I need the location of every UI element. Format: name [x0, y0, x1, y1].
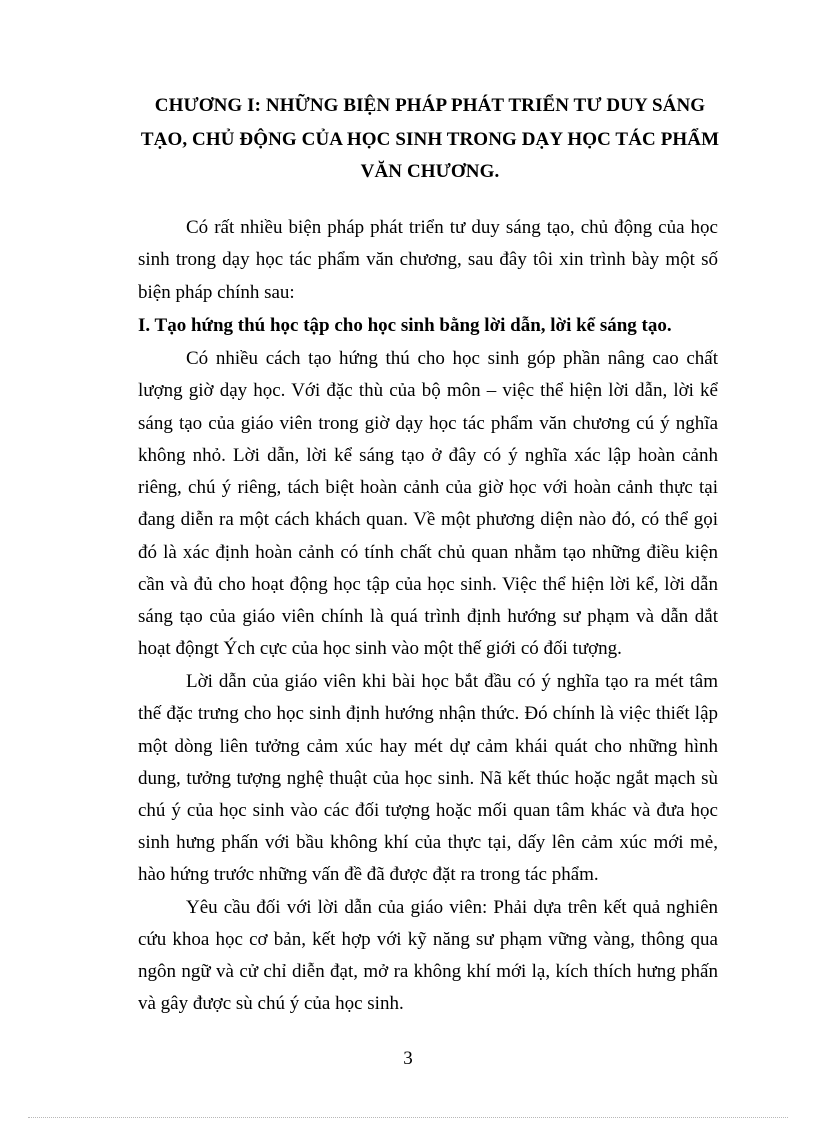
paragraph-2-line: dung, tưởng tượng nghệ thuật của học sinh. Nã kết thúc hoặc ngắt mạch sù [138, 768, 718, 789]
intro-line: Có rất nhiều biện pháp phát triển tư duy sáng tạo, chủ động của học [186, 217, 718, 238]
paragraph-2-line: Lời dẫn của giáo viên khi bài học bắt đầu có ý nghĩa tạo ra mét tâm [186, 671, 718, 692]
footer-divider [28, 1117, 788, 1118]
paragraph-2-line: thế đặc trưng cho học sinh định hướng nhận thức. Đó chính là việc thiết lập [138, 703, 718, 724]
chapter-title-line-2: TẠO, CHỦ ĐỘNG CỦA HỌC SINH TRONG DẠY HỌC TÁC PHẨM [140, 129, 720, 150]
paragraph-1-line: Có nhiều cách tạo hứng thú cho học sinh góp phần nâng cao chất [186, 348, 718, 369]
section-heading: I. Tạo hứng thú học tập cho học sinh bằng lời dẫn, lời kể sáng tạo. [138, 315, 672, 336]
paragraph-1-line: sáng tạo của giáo viên trong giờ dạy học tác phẩm văn chương cú ý nghĩa [138, 413, 718, 434]
paragraph-1-line: lượng giờ dạy học. Với đặc thù của bộ môn – việc thể hiện lời dẫn, lời kể [138, 380, 718, 401]
intro-line: biện pháp chính sau: [138, 282, 295, 303]
paragraph-1-line: hoạt độngt Ých cực của học sinh vào một thế giới có đối tượng. [138, 638, 622, 659]
paragraph-1-line: riêng, chú ý riêng, tách biệt hoàn cảnh của giờ học với hoàn cảnh thực tại [138, 477, 718, 498]
chapter-title-line-1: CHƯƠNG I: NHỮNG BIỆN PHÁP PHÁT TRIỂN TƯ DUY SÁNG [154, 95, 706, 116]
paragraph-2-line: chú ý của học sinh vào các đối tượng hoặc mối quan tâm khác và đưa học [138, 800, 718, 821]
paragraph-1-line: đang diễn ra một cách khách quan. Về một phương diện nào đó, có thể gọi [138, 509, 718, 530]
paragraph-2-line: hào hứng trước những vấn đề đã được đặt ra trong tác phẩm. [138, 864, 599, 885]
chapter-title-line-3: VĂN CHƯƠNG. [360, 161, 500, 182]
page-number: 3 [403, 1048, 413, 1069]
paragraph-3-line: và gây được sù chú ý của học sinh. [138, 993, 404, 1014]
paragraph-1-line: đó là xác định hoàn cảnh có tính chất chủ quan nhằm tạo những điều kiện [138, 542, 718, 563]
intro-line: sinh trong dạy học tác phẩm văn chương, sau đây tôi xin trình bày một số [138, 249, 718, 270]
paragraph-3-line: Yêu cầu đối với lời dẫn của giáo viên: Phải dựa trên kết quả nghiên [186, 897, 718, 918]
paragraph-1-line: cần và đủ cho hoạt động học tập của học sinh. Việc thể hiện lời kể, lời dẫn [138, 574, 718, 595]
paragraph-1-line: sáng tạo của giáo viên chính là quá trình định hướng sư phạm và dẫn dắt [138, 606, 718, 627]
paragraph-3-line: cứu khoa học cơ bản, kết hợp với kỹ năng sư phạm vững vàng, thông qua [138, 929, 718, 950]
paragraph-2-line: một dòng liên tưởng cảm xúc hay mét dự cảm khái quát cho những hình [138, 736, 718, 757]
paragraph-3-line: ngôn ngữ và cử chỉ diễn đạt, mở ra không khí mới lạ, kích thích hưng phấn [138, 961, 718, 982]
paragraph-1-line: không nhỏ. Lời dẫn, lời kể sáng tạo ở đây có ý nghĩa xác lập hoàn cảnh [138, 445, 718, 466]
paragraph-2-line: sinh hưng phấn với bầu không khí của thực tại, dấy lên cảm xúc mới mẻ, [138, 832, 718, 853]
